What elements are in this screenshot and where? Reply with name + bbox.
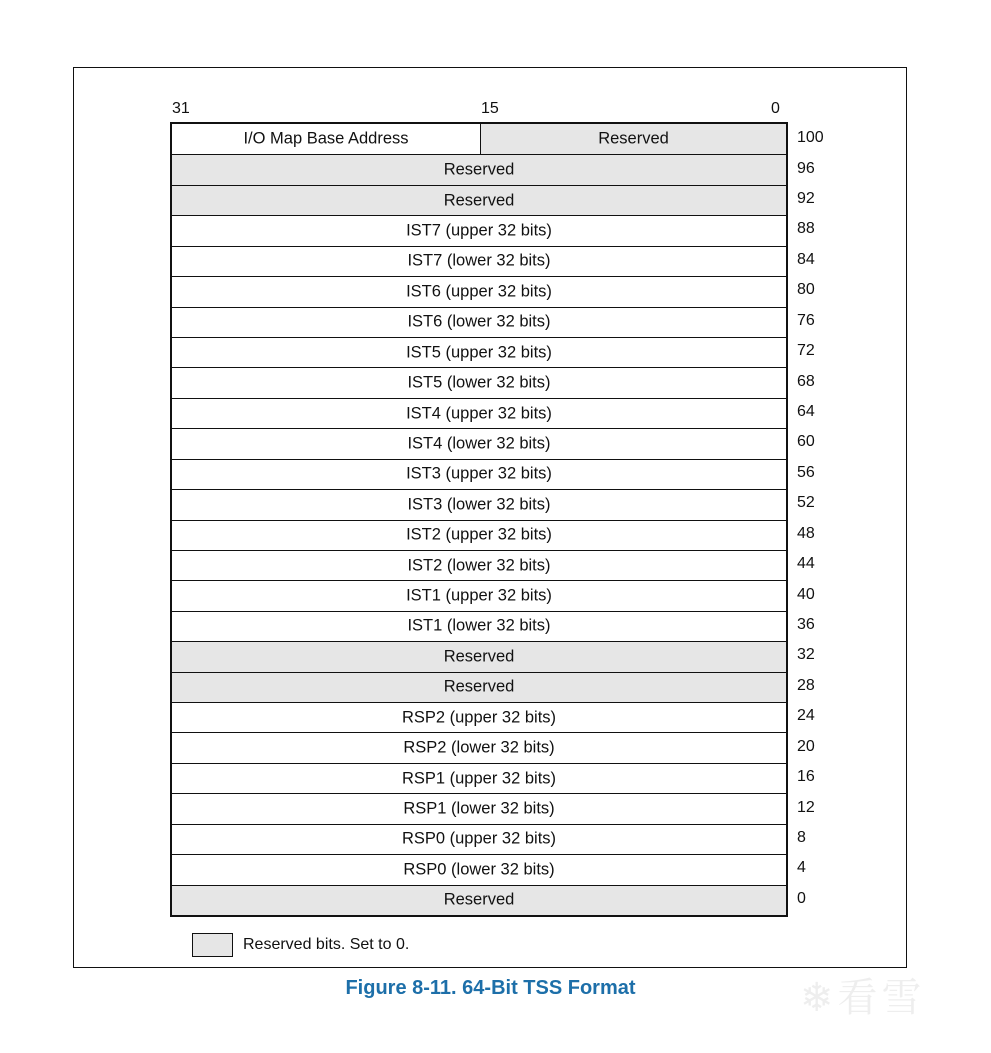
tss-row xyxy=(172,398,786,428)
offset-label: 60 xyxy=(797,433,815,451)
tss-row-label: IST7 (upper 32 bits) xyxy=(406,221,552,240)
offset-label: 20 xyxy=(797,737,815,755)
tss-row xyxy=(172,611,786,641)
tss-row-label: IST7 (lower 32 bits) xyxy=(407,251,551,270)
tss-row xyxy=(172,732,786,762)
figure-caption: Figure 8-11. 64-Bit TSS Format xyxy=(345,977,636,999)
tss-row xyxy=(172,459,786,489)
offset-label: 12 xyxy=(797,798,815,816)
offset-label: 8 xyxy=(797,828,806,846)
tss-row-label: IST3 (lower 32 bits) xyxy=(407,495,551,514)
tss-row xyxy=(172,580,786,610)
tss-row-label: RSP2 (lower 32 bits) xyxy=(403,738,555,757)
tss-row-label: IST1 (upper 32 bits) xyxy=(406,586,552,605)
tss-row-reserved xyxy=(172,672,786,702)
offset-label: 32 xyxy=(797,646,815,664)
tss-row xyxy=(172,246,786,276)
top-reserved-label: Reserved xyxy=(598,129,669,148)
tss-row xyxy=(172,367,786,397)
offset-label: 92 xyxy=(797,190,815,208)
tss-row-label: IST4 (upper 32 bits) xyxy=(406,404,552,422)
offset-label: 64 xyxy=(797,403,815,421)
io-map-base-cell xyxy=(172,124,481,154)
offset-label: 16 xyxy=(797,768,815,786)
offset-label: 76 xyxy=(797,311,815,329)
bit-label-31: 31 xyxy=(172,100,190,117)
tss-row-label: IST2 (lower 32 bits) xyxy=(407,556,551,575)
offset-label: 44 xyxy=(797,555,815,573)
tss-row-label: IST5 (lower 32 bits) xyxy=(407,373,551,392)
tss-row-label: IST4 (lower 32 bits) xyxy=(407,434,551,453)
tss-row-label: Reserved xyxy=(443,160,515,179)
offset-label: 0 xyxy=(797,889,806,907)
tss-row-label: Reserved xyxy=(443,677,515,696)
offset-label: 36 xyxy=(797,615,815,633)
tss-row xyxy=(172,520,786,550)
watermark-logo: ❄看雪 xyxy=(800,975,926,1021)
tss-row-label: IST1 (lower 32 bits) xyxy=(407,616,551,635)
tss-row xyxy=(172,854,786,884)
offset-label: 56 xyxy=(797,463,815,481)
tss-row xyxy=(172,307,786,337)
tss-row xyxy=(172,428,786,458)
legend-text: Reserved bits. Set to 0. xyxy=(243,936,410,953)
io-map-base-label: I/O Map Base Address xyxy=(243,129,409,148)
tss-row-label: IST2 (upper 32 bits) xyxy=(406,525,552,544)
tss-row xyxy=(172,276,786,306)
bit-label-0: 0 xyxy=(771,100,780,117)
offset-label: 80 xyxy=(797,281,815,299)
tss-row xyxy=(172,702,786,732)
tss-row xyxy=(172,793,786,823)
offset-label: 84 xyxy=(797,250,815,268)
tss-row-label: IST5 (upper 32 bits) xyxy=(406,343,552,362)
tss-row-label: Reserved xyxy=(443,191,515,210)
tss-row-label: RSP0 (upper 32 bits) xyxy=(401,829,557,848)
tss-row-label: RSP2 (upper 32 bits) xyxy=(401,708,557,727)
tss-format-table xyxy=(170,122,788,917)
offset-label: 28 xyxy=(797,676,815,694)
offset-label: 88 xyxy=(797,220,815,238)
tss-row xyxy=(172,337,786,367)
offset-label: 40 xyxy=(797,585,815,603)
tss-row xyxy=(172,824,786,854)
tss-row xyxy=(172,550,786,580)
offset-label: 100 xyxy=(797,129,824,147)
tss-row-label: IST3 (upper 32 bits) xyxy=(406,464,552,483)
offset-label: 72 xyxy=(797,342,815,360)
tss-row-top xyxy=(172,124,786,154)
offset-label: 52 xyxy=(797,494,815,512)
tss-row xyxy=(172,763,786,793)
tss-row-label: Reserved xyxy=(443,890,515,909)
offset-label: 48 xyxy=(797,524,815,542)
offset-label: 68 xyxy=(797,372,815,390)
offset-label: 24 xyxy=(797,707,815,725)
tss-row-label: IST6 (upper 32 bits) xyxy=(406,282,552,301)
tss-row xyxy=(172,489,786,519)
tss-row-label: RSP0 (lower 32 bits) xyxy=(403,860,555,879)
offset-label: 96 xyxy=(797,159,815,177)
tss-row-label: Reserved xyxy=(443,647,515,666)
tss-row-label: IST6 (lower 32 bits) xyxy=(407,312,551,331)
tss-row-reserved xyxy=(172,185,786,215)
tss-row-label: RSP1 (lower 32 bits) xyxy=(403,799,555,818)
tss-row xyxy=(172,215,786,245)
legend-swatch xyxy=(192,933,233,957)
offset-label: 4 xyxy=(797,859,806,877)
top-reserved-cell xyxy=(481,124,786,154)
tss-row-reserved xyxy=(172,885,786,915)
tss-row-reserved xyxy=(172,641,786,671)
bit-label-15: 15 xyxy=(481,100,499,117)
tss-row-reserved xyxy=(172,154,786,184)
tss-row-label: RSP1 (upper 32 bits) xyxy=(401,769,557,788)
